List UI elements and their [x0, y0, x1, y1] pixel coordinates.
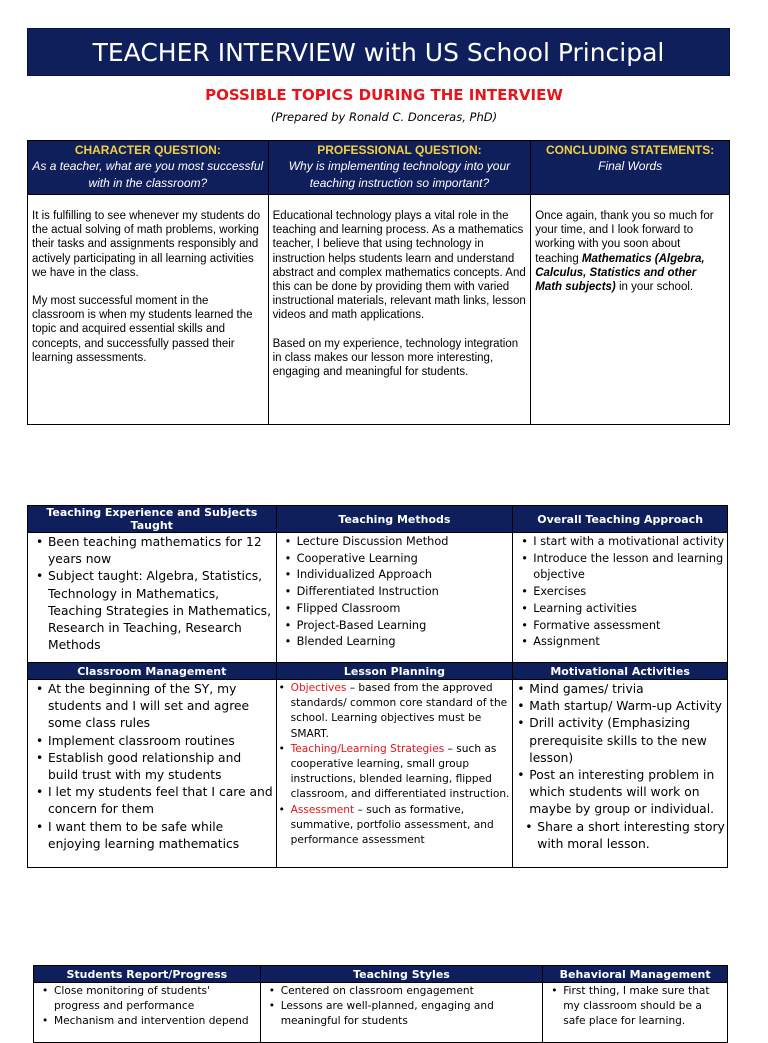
planning-text: – based from the approved standards/ common core standard of the school. Learning objectives must be SMART. [290, 682, 508, 740]
concluding-answer [531, 195, 730, 425]
list-item: • I want them to be safe while enjoying learning mathematics [48, 819, 274, 853]
planning-key: Objectives [290, 682, 347, 694]
list-item: • Lecture Discussion Method [297, 534, 511, 551]
experience-header: Teaching Experience and Subjects Taught [28, 506, 277, 533]
planning-text: – such as formative, summative, portfolio assessment, and performance assessment [290, 803, 494, 847]
concluding-text-after: in your school. [615, 281, 694, 294]
list-item: • Cooperative Learning [297, 551, 511, 568]
list-item: • Mind games/ trivia [529, 681, 725, 698]
behavioral-management-header: Behavioral Management [543, 966, 728, 983]
list-item: • Share a short interesting story with moral lesson. [537, 819, 725, 853]
list-item: • Implement classroom routines [48, 733, 274, 750]
character-answer-p2: My most successful moment in the classroom is when my students learned the topic and acquired essential skills and concepts, and successfully passed their learning assessments. [32, 295, 253, 364]
list-item: • Math startup/ Warm-up Activity [529, 698, 725, 715]
concluding-text-before: Once again, thank you so much for your time, and I look forward to working with you soon about teaching [535, 210, 714, 265]
methods-header: Teaching Methods [276, 506, 513, 533]
classroom-management-header: Classroom Management [28, 663, 277, 680]
list-item: • At the beginning of the SY, my students and I will set and agree some class rules [48, 681, 274, 733]
professional-answer-p2: Based on my experience, technology integration in class makes our lesson more interesting, engaging and meaningful for students. [272, 337, 519, 379]
professional-question-header [268, 141, 531, 195]
professional-question-text: Why is implementing technology into your teaching instruction so important? [288, 159, 511, 190]
list-item: • Post an interesting problem in which students will work on maybe by group or individual. [529, 767, 725, 819]
teaching-styles-cell [260, 983, 543, 1043]
list-item: • First thing, I make sure that my classroom should be a safe place for learning. [563, 984, 725, 1030]
list-item: • Establish good relationship and build trust with my students [48, 750, 274, 784]
students-report-cell [34, 983, 261, 1043]
concluding-answer-text [535, 209, 725, 294]
list-item: • Formative assessment [533, 618, 725, 635]
classroom-management-cell [28, 680, 277, 868]
list-item: • Subject taught: Algebra, Statistics, Technology in Mathematics, Teaching Strategies in Mathematics, Research in Teaching, Research Methods [48, 568, 274, 654]
list-item: • Drill activity (Emphasizing prerequisite skills to the new lesson) [529, 715, 725, 767]
character-answer [28, 195, 269, 425]
list-item: • Exercises [533, 584, 725, 601]
prepared-by: (Prepared by Ronald C. Donceras, PhD) [270, 110, 498, 124]
list-item: • Blended Learning [297, 634, 511, 651]
list-item: • Differentiated Instruction [297, 584, 511, 601]
teaching-profile-table [27, 505, 728, 868]
list-item: • Centered on classroom engagement [281, 984, 541, 999]
professional-question-label: PROFESSIONAL QUESTION: [317, 143, 482, 157]
teaching-styles-header: Teaching Styles [260, 966, 543, 983]
list-item: • Introduce the lesson and learning objective [533, 551, 725, 584]
motivational-activities-cell [513, 680, 728, 868]
list-item: • Assignment [533, 634, 725, 651]
list-item: • Been teaching mathematics for 12 years now [48, 534, 274, 568]
character-question-label: CHARACTER QUESTION: [74, 143, 221, 157]
methods-cell [276, 533, 513, 663]
student-management-table [33, 965, 728, 1043]
motivational-activities-header: Motivational Activities [513, 663, 728, 680]
list-item [291, 742, 511, 803]
page-title: TEACHER INTERVIEW with US School Principal [27, 28, 730, 76]
approach-header: Overall Teaching Approach [513, 506, 728, 533]
concluding-statements-header [531, 141, 730, 195]
concluding-text-bold: Mathematics (Algebra, Calculus, Statistics and other Math subjects) [535, 252, 705, 294]
list-item: • Mechanism and intervention depend [54, 1014, 258, 1029]
students-report-header: Students Report/Progress [34, 966, 261, 983]
concluding-statements-text: Final Words [598, 159, 663, 173]
list-item: • Individualized Approach [297, 567, 511, 584]
list-item: • Close monitoring of students' progress and performance [54, 984, 258, 1014]
approach-cell [513, 533, 728, 663]
planning-text: – such as cooperative learning, small group instructions, blended learning, flipped classroom, and differentiated instruction. [290, 742, 510, 801]
list-item: • I let my students feel that I care and concern for them [48, 784, 274, 818]
professional-answer [268, 195, 531, 425]
list-item [291, 681, 511, 742]
list-item: • Learning activities [533, 601, 725, 618]
character-question-text: As a teacher, what are you most successful with in the classroom? [32, 159, 264, 190]
planning-key: Assessment [290, 803, 355, 816]
concluding-statements-label: CONCLUDING STATEMENTS: [546, 143, 715, 157]
character-answer-p1: It is fulfilling to see whenever my students do the actual solving of math problems, working their tasks and assignments responsibly and actively participating in all learning activities we have in the class. [32, 210, 261, 279]
list-item [291, 803, 511, 849]
lesson-planning-cell [276, 680, 513, 868]
professional-answer-p1: Educational technology plays a vital role in the teaching and learning process. As a mathematics teacher, I believe that using technology in instruction helps students learn and understand abstract and complex mathematics concepts. And this can be done by providing them with varied instructional materials, relevant math links, lesson videos and math applications. [272, 210, 526, 322]
list-item: • Project-Based Learning [297, 618, 511, 635]
list-item: • Lessons are well-planned, engaging and meaningful for students [281, 999, 541, 1029]
list-item: • Flipped Classroom [297, 601, 511, 618]
questions-table [27, 140, 730, 425]
subtitle: POSSIBLE TOPICS DURING THE INTERVIEW [205, 86, 563, 104]
list-item: • I start with a motivational activity [533, 534, 725, 551]
planning-key: Teaching/Learning Strategies [290, 742, 445, 755]
behavioral-management-cell [543, 983, 728, 1043]
experience-cell [28, 533, 277, 663]
lesson-planning-header: Lesson Planning [276, 663, 513, 680]
character-question-header [28, 141, 269, 195]
